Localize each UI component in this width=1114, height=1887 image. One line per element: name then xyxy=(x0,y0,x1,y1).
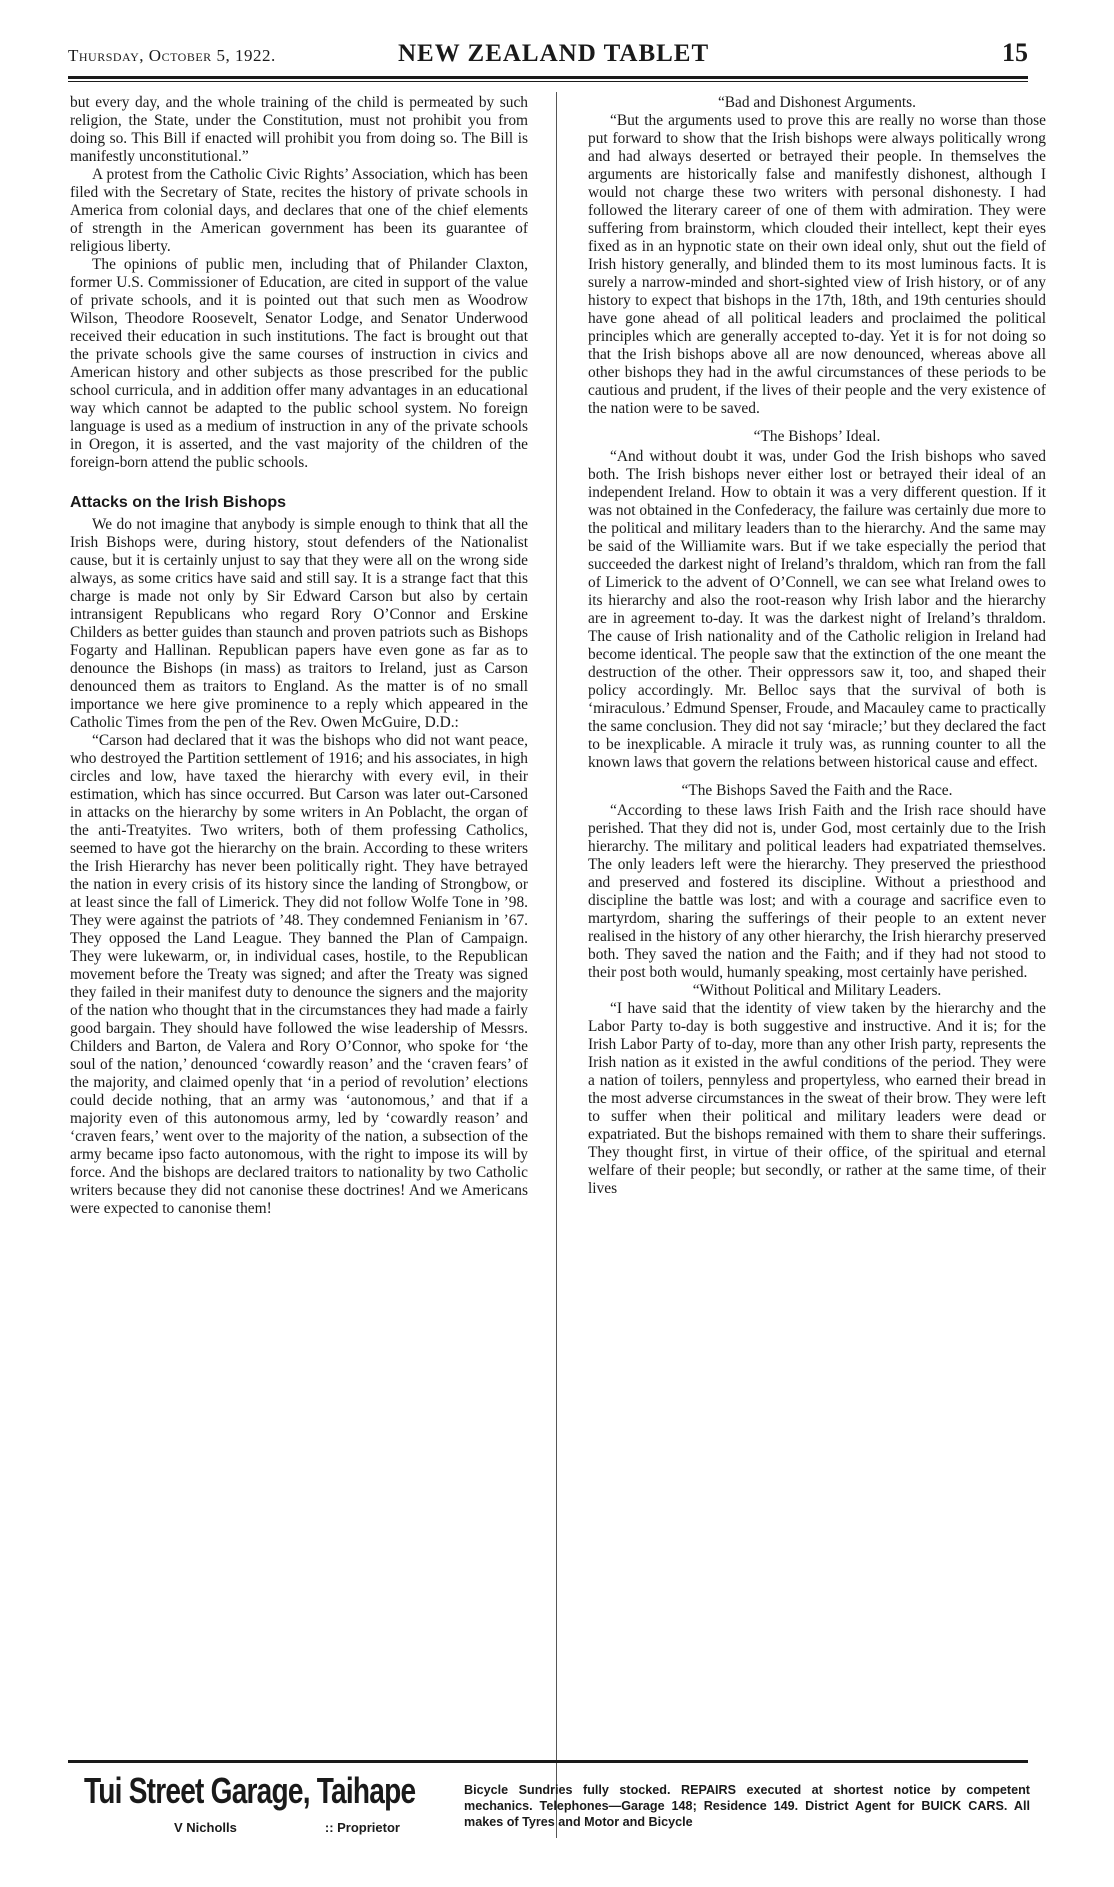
paragraph: but every day, and the whole training of the child is permeated by such religion, the State, under the Constitution, must not prohibit you from doing so. This Bill if enacted will prohibit you from doing so. The Bill is manifestly unconstitutional.” xyxy=(70,94,528,165)
paragraph: “And without doubt it was, under God the Irish bishops who saved both. The Irish bishops never either lost or betrayed their ideal of an independent Ireland. How to obtain it was a very different question. If it was not obtained in the Confederacy, the failure was certainly due more to the political and military leaders than to the hierarchy. And the same may be said of the Williamite wars. But if we take especially the period that succeeded the darkest night of Ireland’s thraldom, which ran from the fall of Limerick to the advent of O’Connell, we can see what Ireland owes to its hierarchy and also the root-reason why Irish labor and the hierarchy are in agreement to-day. It was the darkest night of Ireland’s thraldom. The cause of Irish nationality and of the Catholic religion in Ireland had become identical. The people saw that the extinction of the one meant the destruction of the other. Their oppressors saw it, too, and shaped their policy accordingly. Mr. Belloc says that the survival of both is ‘miraculous.’ Edmund Spenser, Froude, and Macauley came to practically the same conclusion. They did not say ‘miracle;’ but they declared the fact to be inexplicable. A miracle it truly was, as running counter to all the known laws that govern the relations between historical cause and effect. xyxy=(588,448,1046,771)
issue-date: Thursday, October 5, 1922. xyxy=(68,46,276,65)
column-divider xyxy=(556,92,557,1838)
paragraph: The opinions of public men, including that of Philander Claxton, former U.S. Commissioner of Education, are cited in support of the value of private schools, and it is pointed out that such men as Woodrow Wilson, Theodore Roosevelt, Senator Lodge, and Senator Underwood received their education in such institutions. The fact is brought out that the private schools give the same courses of instruction in civics and American history and other subjects as those prescribed for the public school curricula, and in addition offer many advantages in an educational way which cannot be adapted to the public school system. No foreign language is used as a medium of instruction in any of the private schools in Oregon, it is asserted, and the vast majority of the children of the foreign-born attend the public schools. xyxy=(70,256,528,471)
page-number: 15 xyxy=(1002,38,1028,67)
advertisement-rule xyxy=(68,1760,1028,1763)
paragraph: “But the arguments used to prove this are really no worse than those put forward to show that the Irish bishops were always politically wrong and had always deserted or betrayed their people. In themselves the arguments are historically false and manifestly dishonest, although I would not charge these two writers with personal dishonesty. I had followed the literary career of one of them with admiration. They were suffering from brainstorm, which clouded their intellect, kept their eyes fixed as in an hypnotic state on their own ideal only, shut out the field of Irish history generally, and blinded them to its most luminous facts. It is surely a narrow-minded and short-sighted view of Irish history, or of any history to expect that bishops in the 17th, 18th, and 19th centuries should have gone ahead of all political leaders and proclaimed the political principles which are generally accepted to-day. Yet it is for not doing so that the Irish bishops above all are now denounced, whereas above all other bishops they had in the awful circumstances of these periods to be cautious and prudent, if the lives of their people and the very existence of the nation were to be saved. xyxy=(588,112,1046,417)
masthead xyxy=(68,38,1028,78)
paragraph: We do not imagine that anybody is simple enough to think that all the Irish Bishops were, during history, stout defenders of the Nationalist cause, but it is certainly unjust to say that they were all on the wrong side always, as some critics have said and still say. It is a strange fact that this charge is made not only by Sir Edward Carson but also by certain intransigent Republicans who regard Rory O’Connor and Erskine Childers as better guides than staunch and proven patriots such as Bishops Fogarty and Hallinan. Republican papers have even gone as far as to denounce the Bishops (in mass) as traitors to Ireland, just as Carson denounced them as traitors to England. As the matter is of no small importance we here give prominence to a reply which appeared in the Catholic Times from the pen of the Rev. Owen McGuire, D.D.: xyxy=(70,516,528,731)
masthead-rule-thin xyxy=(68,81,1028,82)
advertisement xyxy=(70,1770,1030,1870)
paragraph: A protest from the Catholic Civic Rights’ Association, which has been filed with the Secretary of State, recites the history of private schools in America from colonial days, and declares that one of the chief elements of strength in the American government has been its guarantee of religious liberty. xyxy=(70,166,528,255)
paragraph: “Carson had declared that it was the bishops who did not want peace, who destroyed the Partition settlement of 1916; and his associates, in high circles and low, have taxed the hierarchy with every evil, in their estimation, which has since occurred. But Carson was later out-Carsoned in attacks on the hierarchy by some writers in An Poblacht, the organ of the anti-Treatyites. Two writers, both of them professing Catholics, seemed to have got the hierarchy on the brain. According to these writers the Irish Hierarchy has never been politically right. They have betrayed the nation in every crisis of its history since the landing of Strongbow, or at least since the fall of Limerick. They did not follow Wolfe Tone in ’98. They were against the patriots of ’48. They condemned Fenianism in ’67. They opposed the Land League. They banned the Plan of Campaign. They were lukewarm, or, in individual cases, hostile, to the Republican movement before the Treaty was signed; and after the Treaty was signed they failed in their manifest duty to denounce the signers and the majority of the nation who thought that in the circumstances they had made a fairly good bargain. They should have followed the wise leadership of Messrs. Childers and Barton, de Valera and Rory O’Connor, who spoke for ‘the soul of the nation,’ denounced ‘cowardly reason’ and the ‘craven fears’ of the majority, and claimed openly that ‘in a period of revolution’ elections could decide nothing, that an army was ‘autonomous,’ and that if a majority even of this autonomous army, led by ‘cowardly reason’ and ‘craven fears,’ went over to the majority of the nation, a subsection of the army became ipso facto autonomous, with the right to impose its will by force. And the bishops are declared traitors to nationality by two Catholic writers because they did not canonise these doctrines! And we Americans were expected to canonise them! xyxy=(70,732,528,1217)
advertiser-name: Tui Street Garage, Taihape xyxy=(84,1770,416,1811)
proprietor-role: :: Proprietor xyxy=(324,1820,400,1835)
paragraph: “I have said that the identity of view taken by the hierarchy and the Labor Party to-day is both suggestive and instructive. And it is; for the Irish Labor Party of to-day, more than any other Irish party, represents the Irish nation as it existed in the awful conditions of the period. They were a nation of toilers, pennyless and propertyless, who earned their bread in the most adverse circumstances in the sweat of their brow. They were left to suffer when their political and military leaders were dead or expatriated. But the bishops remained with them to share their sufferings. They thought first, in virtue of their office, of the spiritual and eternal welfare of their people; but secondly, or rather at the same time, of their lives xyxy=(588,1000,1046,1197)
right-column xyxy=(588,94,1046,1198)
advertiser-proprietor xyxy=(174,1820,400,1835)
newspaper-title: NEW ZEALAND TABLET xyxy=(398,40,710,67)
advertisement-details: Bicycle Sundries fully stocked. REPAIRS executed at shortest notice by competent mechanics. Telephones—Garage 148; Residence 149. District Agent for BUICK CARS. All makes of Tyres and Motor and Bicycle xyxy=(464,1783,1030,1829)
subheading: “The Bishops’ Ideal. xyxy=(753,428,881,445)
left-column xyxy=(70,94,528,1218)
proprietor-name: V Nicholls xyxy=(174,1820,237,1835)
subheading: “The Bishops Saved the Faith and the Race. xyxy=(681,782,953,799)
subheading: “Without Political and Military Leaders. xyxy=(692,982,942,999)
masthead-rule xyxy=(68,76,1028,79)
section-heading: Attacks on the Irish Bishops xyxy=(70,494,287,511)
paragraph: “According to these laws Irish Faith and the Irish race should have perished. That they did not is, under God, most certainly due to the Irish hierarchy. The military and political leaders had expatriated themselves. The only leaders left were the hierarchy. They preserved the priesthood and preserved and fostered its discipline. Without a priesthood and discipline the battle was lost; and with a courage and sacrifice even to martyrdom, sharing the sufferings of their people to an extent never realised in the history of any other hierarchy, the Irish hierarchy preserved both. They saved the nation and the Faith; and if they had not stood to their post both would, humanly speaking, most certainly have perished. xyxy=(588,802,1046,981)
subheading: “Bad and Dishonest Arguments. xyxy=(717,94,917,111)
